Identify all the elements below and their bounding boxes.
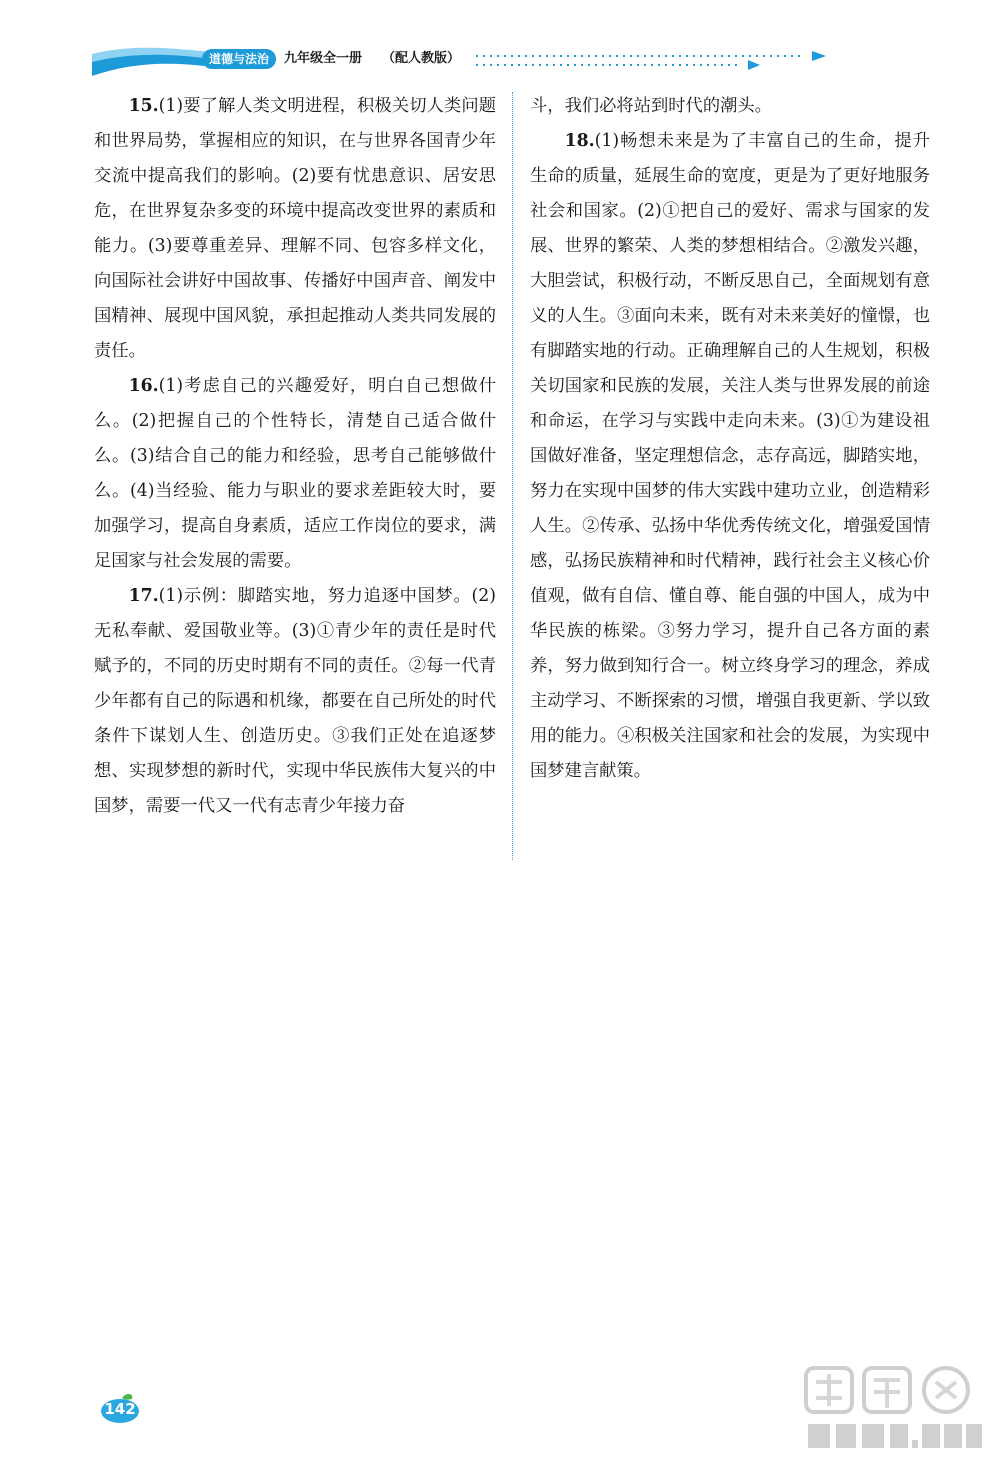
left-column — [94, 89, 496, 824]
subject-badge: 道德与法治 — [202, 49, 276, 69]
question-number: 16. — [128, 376, 159, 396]
edition-label: （配人教版） — [382, 51, 461, 66]
question-number: 15. — [128, 96, 159, 116]
question-17-continued: 斗，我们必将站到时代的潮头。 — [530, 96, 772, 116]
question-16 — [94, 369, 496, 579]
header-dotted-arrow — [472, 48, 832, 78]
page-number-badge — [100, 1394, 140, 1424]
answer-text: (1)考虑自己的兴趣爱好，明白自己想做什么。(2)把握自己的个性特长，清楚自己适合做什么。(3)结合自己的能力和经验，思考自己能够做什么。(4)当经验、能力与职业的要求差距较大时，要加强学习，提高自身素质，适应工作岗位的要求，满足国家与社会发展的需要。 — [94, 376, 496, 571]
right-column — [530, 89, 930, 789]
page-header — [92, 44, 752, 80]
question-17 — [94, 579, 496, 824]
answer-text: (1)示例：脚踏实地，努力追逐中国梦。(2)无私奉献、爱国敬业等。(3)①青少年的责任是时代赋予的，不同的历史时期有不同的责任。②每一代青少年都有自己的际遇和机缘，都要在自己所处的时代条件下谋划人生、创造历史。③我们正处在追逐梦想、实现梦想的新时代，实现中华民族伟大复兴的中国梦，需要一代又一代有志青少年接力奋 — [94, 586, 496, 816]
watermark-logo — [798, 1360, 984, 1452]
answer-text: (1)畅想未来是为了丰富自己的生命，提升生命的质量，延展生命的宽度，更是为了更好地服务社会和国家。(2)①把自己的爱好、需求与国家的发展、世界的繁荣、人类的梦想相结合。②激发兴趣，大胆尝试，积极行动，不断反思自己，全面规划有意义的人生。③面向未来，既有对未来美好的憧憬，也有脚踏实地的行动。正确理解自己的人生规划，积极关切国家和民族的发展，关注人类与世界发展的前途和命运，在学习与实践中走向未来。(3)①为建设祖国做好准备，坚定理想信念，志存高远，脚踏实地，努力在实现中国梦的伟大实践中建功立业，创造精彩人生。②传承、弘扬中华优秀传统文化，增强爱国情感，弘扬民族精神和时代精神，践行社会主义核心价值观，做有自信、懂自尊、能自强的中国人，成为中华民族的栋梁。③努力学习，提升自己各方面的素养，努力做到知行合一。树立终身学习的理念，养成主动学习、不断探索的习惯，增强自我更新、学以致用的能力。④积极关注国家和社会的发展，为实现中国梦建言献策。 — [530, 131, 930, 781]
column-divider — [512, 92, 513, 860]
page-number: 142 — [104, 1400, 136, 1418]
question-number: 17. — [128, 586, 159, 606]
answer-text: (1)要了解人类文明进程，积极关切人类问题和世界局势，掌握相应的知识，在与世界各国青少年交流中提高我们的影响。(2)要有忧患意识、居安思危，在世界复杂多变的环境中提高改变世界的素质和能力。(3)要尊重差异、理解不同、包容多样文化，向国际社会讲好中国故事、传播好中国声音、阐发中国精神、展现中国风貌，承担起推动人类共同发展的责任。 — [94, 96, 496, 361]
question-18 — [530, 124, 930, 789]
question-number: 18. — [564, 131, 595, 151]
question-15 — [94, 89, 496, 369]
grade-label: 九年级全一册 — [284, 51, 363, 66]
